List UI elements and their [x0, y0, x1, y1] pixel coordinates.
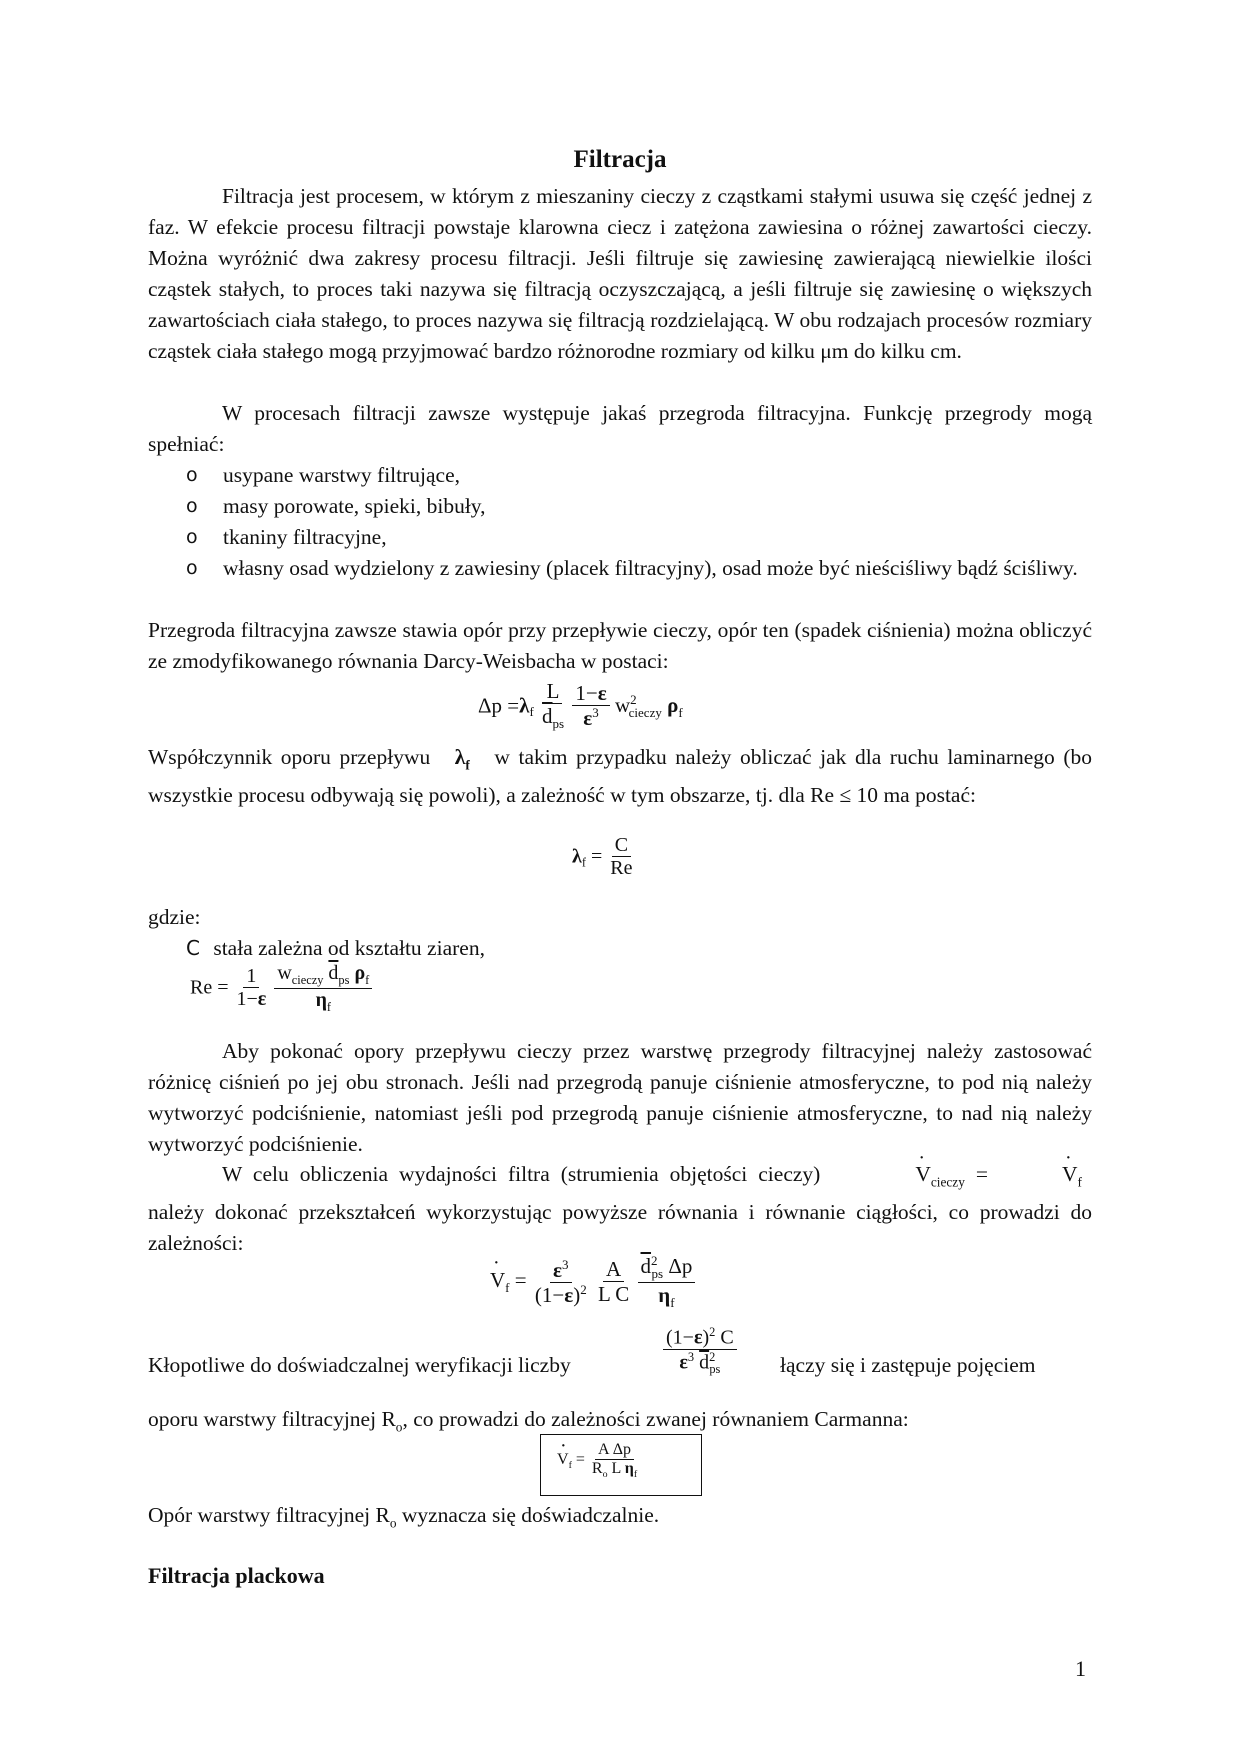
definition-c [186, 933, 886, 964]
paragraph-text: należy [148, 1200, 205, 1225]
paragraph-text: oporu warstwy filtracyjnej R [148, 1407, 396, 1431]
paragraph-resistance [148, 1500, 1092, 1538]
paragraph-text: dokonać przekształceń wykorzystując powyższe równania i równanie ciągłości, co prowadzi do zależności: [148, 1200, 1092, 1256]
reynolds-condition: Re ≤ 10 [810, 783, 879, 808]
bullet-icon: o [186, 495, 198, 517]
equation-darcy-weisbach: $\Delta p =\lambda_f$ $\frac{L}{\overline{d}_{ps}}$ $\frac{1-\varepsilon}{\varepsilon^3}$ $w^2_{cieczy}$ $\rho_f$ [478, 679, 683, 732]
inline-fraction: $\frac{(1-\varepsilon)^2 C}{\varepsilon^3 \overline{d}^2_{ps}}$ [663, 1326, 737, 1377]
bullet-icon: o [186, 557, 198, 579]
bullet-icon: o [186, 464, 198, 486]
carman-equation-box [540, 1434, 702, 1496]
bullet-icon: o [186, 526, 198, 548]
paragraph-resistance-coef: Współczynnik oporu przepływu $\lambda_f$ w takim przypadku należy obliczać jak dla ruchu laminarnego (bo wszystkie procesu odbywają się powoli), a zależność w tym obszarze, tj. dla Re ≤ 10 ma postać: [148, 745, 1092, 808]
symbol-c: C [186, 936, 200, 960]
paragraph-text: Opór warstwy filtracyjnej R [148, 1503, 390, 1527]
definition-text: stała zależna od kształtu ziaren, [213, 936, 485, 960]
paragraph-darcy: Przegroda filtracyjna zawsze stawia opór przy przepływie cieczy, opór ten (spadek ciśnienia) można obliczyć ze zmodyfikowanego równania Darcy-Weisbacha w postaci: [148, 618, 1092, 673]
list-item-text: tkaniny filtracyjne, [223, 525, 387, 549]
paragraph-text: Współczynnik oporu przepływu [148, 745, 431, 769]
paragraph-text: ma postać: [883, 783, 976, 808]
page-title: Filtracja [573, 146, 667, 173]
paragraph-text: w takim przypadku należy obliczać jak dla ruchu laminarnego (bo wszystkie procesu odbywają się powoli), a zależność w tym obszarze, tj. dla [148, 745, 1092, 808]
paragraph-where: gdzie: [148, 905, 201, 929]
paragraph-text: łączy się i zastępuje pojęciem [780, 1353, 1036, 1377]
paragraph-intro: Filtracja jest procesem, w którym z mieszaniny cieczy z cząstkami stałymi usuwa się część jednej z faz. W efekcie procesu filtracji powstaje klarowna ciecz i zatężona zawiesina o różnej zawartości cieczy. Można wyróżnić dwa zakresy procesu filtracji. Jeśli filtruje się zawiesinę zawierającą niewielkie ilości cząstek stałych, to proces taki nazywa się filtracją oczyszczającą, a jeśli filtruje się zawiesinę o większych zawartościach ciała stałego, to proces nazywa się filtracją rozdzielającą. W obu rodzajach procesów rozmiary cząstek ciała stałego mogą przyjmować bardzo różnorodne rozmiary od kilku μm do kilku cm. [148, 184, 1092, 363]
equation-reynolds: Re = $\frac{1}{1-\varepsilon}$ $\frac{w_{cieczy} \overline{d}_{ps} \rho_f}{\eta_f}$ [190, 962, 372, 1014]
paragraph-text: wyznacza się doświadczalnie. [396, 1503, 660, 1527]
paragraph-pressure: Aby pokonać opory przepływu cieczy przez warstwę przegrody filtracyjnej należy zastosować różnicę ciśnień po jej obu stronach. Jeśli nad przegrodą panuje ciśnienie atmosferyczne, to pod nią należy wytworzyć podciśnienie, natomiast jeśli pod przegrodą panuje ciśnienie atmosferyczne, to nad nią należy wytworzyć podciśnienie. [148, 1039, 1092, 1156]
paragraph-text: , co prowadzi do zależności zwanej równaniem Carmanna: [402, 1407, 909, 1431]
subscript: o [389, 1515, 397, 1531]
list-item-text: masy porowate, spieki, bibuły, [223, 494, 486, 518]
equation-flow-rate: · $V_f$ = $\frac{\varepsilon^3}{(1-\varepsilon)^2}$ $\frac{A}{\text{L C}}$ $\frac{\overline{d}^2_{ps} \Delta p}{\eta_f}$ [490, 1254, 695, 1311]
subscript: o [395, 1419, 403, 1435]
equation-lambda: $\lambda_f$ = $\frac{C}{Re}$ [572, 834, 633, 879]
equation-carman: · $V_f$ = $\frac{\text{A Δp}}{R_o L \eta_f}$ [557, 1441, 640, 1480]
list-item-text: usypane warstwy filtrujące, [223, 463, 461, 487]
paragraph-text: Kłopotliwe do doświadczalnej weryfikacji liczby [148, 1353, 571, 1377]
page-number: 1 [1075, 1656, 1086, 1681]
paragraph-barriers: W procesach filtracji zawsze występuje jakaś przegroda filtracyjna. Funkcję przegrody mogą spełniać: [148, 401, 1092, 456]
paragraph-text: W celu obliczenia wydajności filtra (strumienia objętości cieczy) [222, 1162, 821, 1186]
paragraph-capacity: W celu obliczenia wydajności filtra (strumienia objętości cieczy) · $V_{cieczy}$ = · $V_f$ należy dokonać przekształceń wykorzystując powyższe równania i równanie ciągłości, co prowadzi do zależności: [148, 1159, 1092, 1259]
list-item-text: własny osad wydzielony z zawiesiny (placek filtracyjny), osad może być nieściśliwy bądź ściśliwy. [223, 556, 1078, 580]
section-heading: Filtracja plackowa [148, 1563, 325, 1588]
